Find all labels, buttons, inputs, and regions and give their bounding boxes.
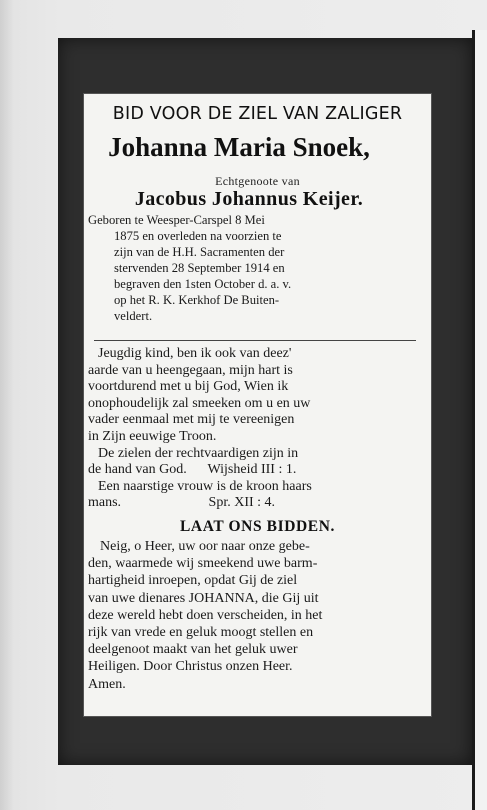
prayer-line: van uwe dienares JOHANNA, die Gij uit [88,590,319,606]
prayer-text [88,538,418,693]
verse-line: Een naarstige vrouw is de kroon haars [98,478,312,494]
verse-line: De zielen der rechtvaardigen zijn in [98,445,299,461]
section-divider [94,340,416,341]
prayer-line: deelgenoot maakt van het geluk uwer [88,642,298,658]
bio-line: Geboren te Weesper-Carspel 8 Mei [88,213,265,227]
verse-line: mans. Spr. XII : 4. [88,495,276,511]
verse-line: Jeugdig kind, ben ik ook van deez' [98,346,292,361]
spouse-label: Echtgenoote van [215,174,300,188]
adjacent-page-edge [472,30,487,810]
bio-line: stervenden 28 September 1914 en [114,261,285,275]
verse-line: de hand van God. Wijsheid III : 1. [88,462,297,478]
card-heading: BID VOOR DE ZIEL VAN ZALIGER [112,104,403,124]
prayer-line: hartigheid inroepen, opdat Gij de ziel [88,573,298,589]
verse-line: in Zijn eeuwige Troon. [88,428,217,444]
biography-text [88,212,418,324]
prayer-line: Heiligen. Door Christus onzen Heer. [88,659,293,675]
bio-line: begraven den 1sten October d. a. v. [114,277,292,291]
prayer-line: deze wereld hebt doen verscheiden, in het [88,607,323,623]
prayer-line: Neig, o Heer, uw oor naar onze gebe- [100,539,310,554]
prayer-line: den, waarmede wij smeekend uwe barm- [88,556,318,572]
spouse-name: Jacobus Johannus Keijer. [134,188,364,210]
verse-line: onophoudelijk zal smeeken om u en uw [88,395,311,411]
verse-line: voortdurend met u bij God, Wien ik [88,379,289,395]
prayer-title: LAAT ONS BIDDEN. [179,518,336,535]
bio-line: 1875 en overleden na voorzien te [114,229,282,243]
bio-line: op het R. K. Kerkhof De Buiten- [114,293,280,307]
bio-line: veldert. [114,309,153,323]
deceased-name: Johanna Maria Snoek, [108,132,370,162]
bio-line: zijn van de H.H. Sacramenten der [114,245,285,259]
verse-line: aarde van u heengegaan, mijn hart is [88,362,293,378]
memorial-card [84,94,431,716]
verse-line: vader eenmaal met mij te vereenigen [88,412,295,428]
remembrance-verse [88,346,418,512]
prayer-line: rijk van vrede en geluk moogt stellen en [88,624,314,640]
prayer-line: Amen. [88,676,126,692]
